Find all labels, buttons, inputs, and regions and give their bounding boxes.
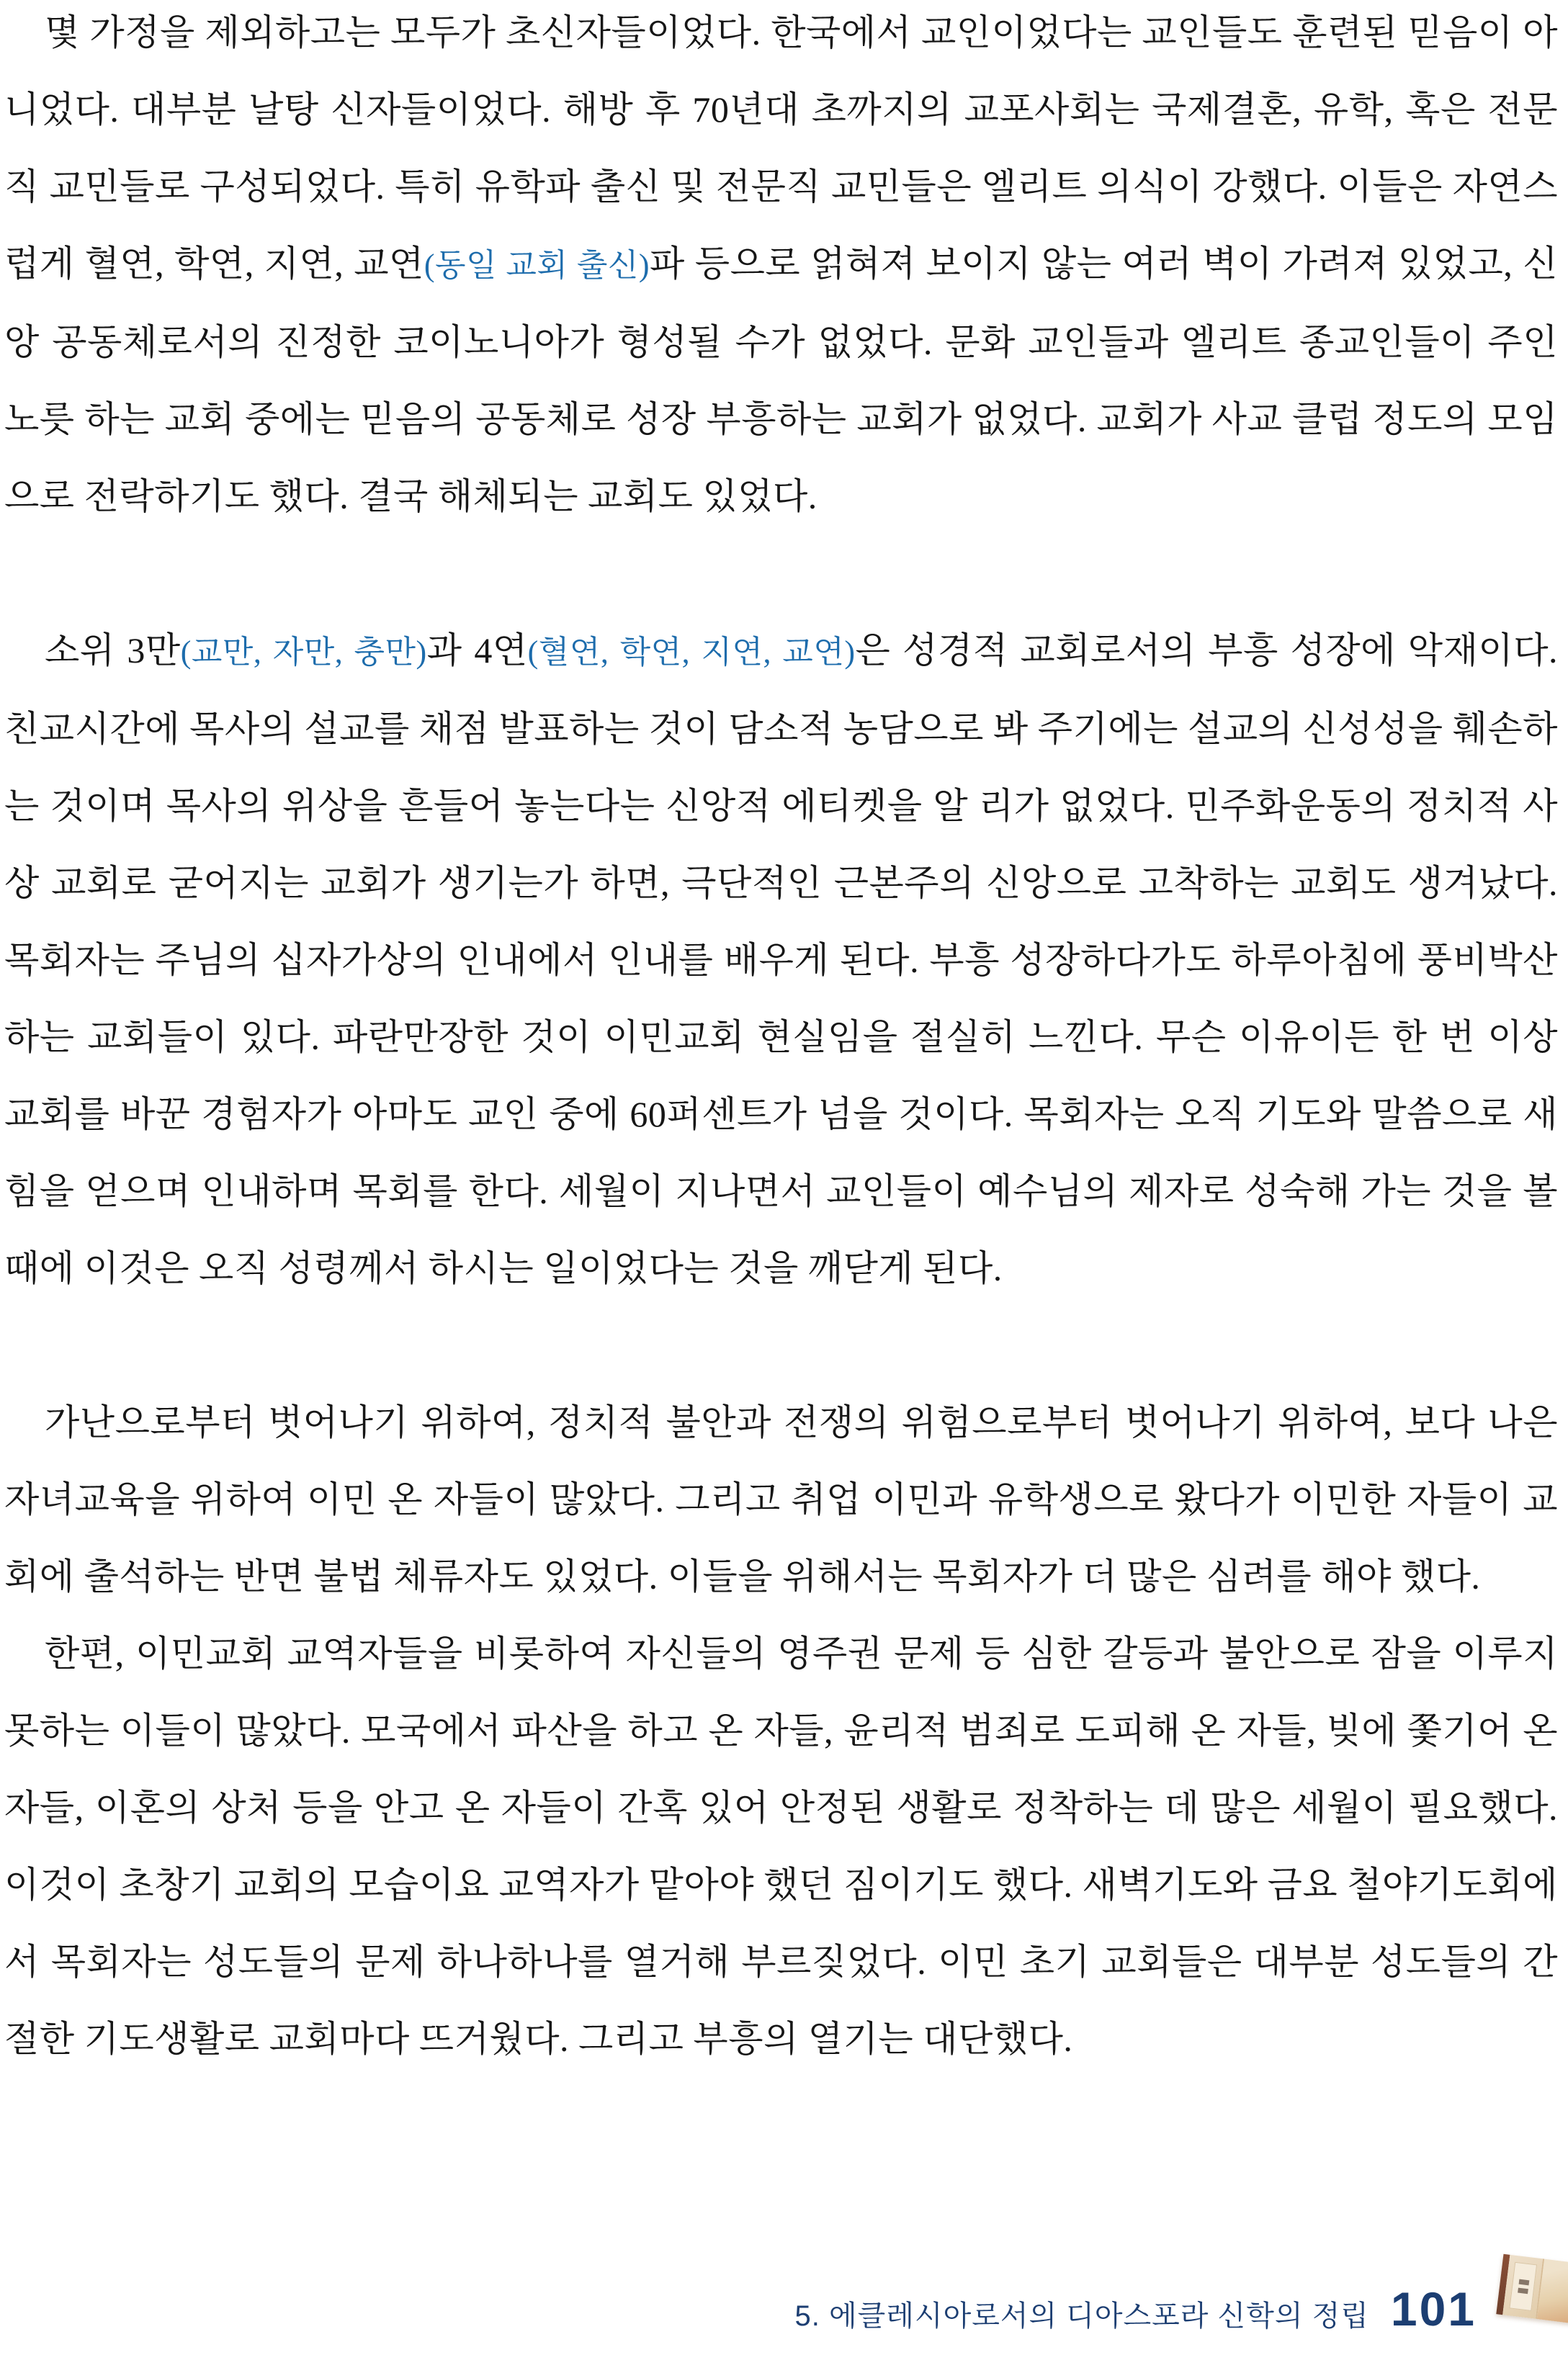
inline-annotation: (혈연, 학연, 지연, 교연) (527, 634, 856, 670)
text-segment: 소위 3만 (45, 630, 181, 670)
footer-section-title: 5. 에클레시아로서의 디아스포라 신학의 정립 (794, 2300, 1369, 2332)
text-segment: 몇 가정을 제외하고는 모두가 초신자들이었다. 한국에서 교인이었다는 교인들도 훈련된 믿음이 아니었다. 대부분 날탕 신자들이었다. 해방 후 70년대 초까지의 교포사회는 국제결혼, 유학, 혹은 전문직 교민들로 구성되었다. 특히 유학파 출신 및 전문직 교민들은 엘리트 의식이 강했다. 이들은 자연스럽게 혈연, 학연, 지연, 교연 (4, 12, 1558, 284)
paragraph (4, 1615, 1558, 2078)
open-book-icon (1496, 2254, 1568, 2324)
book-page-inset (1509, 2262, 1537, 2311)
text-segment: 파 등으로 얽혀져 보이지 않는 여러 벽이 가려져 있었고, 신앙 공동체로서의 진정한 코이노니아가 형성될 수가 없었다. 문화 교인들과 엘리트 종교인들이 주인 노릇 하는 교회 중에는 믿음의 공동체로 성장 부흥하는 교회가 없었다. 교회가 사교 클럽 정도의 모임으로 전락하기도 했다. 결국 해체되는 교회도 있었다. (4, 243, 1559, 516)
text-segment: 가난으로부터 벗어나기 위하여, 정치적 불안과 전쟁의 위험으로부터 벗어나기 위하여, 보다 나은 자녀교육을 위하여 이민 온 자들이 많았다. 그리고 취업 이민과 유학생으로 왔다가 이민한 자들이 교회에 출석하는 반면 불법 체류자도 있었다. 이들을 위해서는 목회자가 더 많은 심려를 해야 했다. (4, 1402, 1558, 1597)
text-segment: 은 성경적 교회로서의 부흥 성장에 악재이다. 친교시간에 목사의 설교를 채점 발표하는 것이 담소적 농담으로 봐 주기에는 설교의 신성성을 훼손하는 것이며 목사의 위상을 흔들어 놓는다는 신앙적 에티켓을 알 리가 없었다. 민주화운동의 정치적 사상 교회로 굳어지는 교회가 생기는가 하면, 극단적인 근본주의 신앙으로 고착하는 교회도 생겨났다. 목회자는 주님의 십자가상의 인내에서 인내를 배우게 된다. 부흥 성장하다가도 하루아침에 풍비박산하는 교회들이 있다. 파란만장한 것이 이민교회 현실임을 절실히 느낀다. 무슨 이유이든 한 번 이상 교회를 바꾼 경험자가 아마도 교인 중에 60퍼센트가 넘을 것이다. 목회자는 오직 기도와 말씀으로 새 힘을 얻으며 인내하며 목회를 한다. 세월이 지나면서 교인들이 예수님의 제자로 성숙해 가는 것을 볼 때에 이것은 오직 성령께서 하시는 일이었다는 것을 깨닫게 된다. (4, 630, 1558, 1288)
book-text-mark (1518, 2288, 1528, 2295)
paragraph (4, 1384, 1558, 1615)
inline-annotation: (교만, 자만, 충만) (180, 634, 427, 670)
book-text-mark (1518, 2279, 1529, 2286)
text-segment: 과 4연 (426, 630, 528, 670)
text-body (4, 0, 1558, 2078)
inline-annotation: (동일 교회 출신) (424, 248, 650, 283)
book-left-page (1502, 2255, 1544, 2319)
paragraph (4, 0, 1558, 535)
page-footer (795, 2282, 1477, 2336)
paragraph (4, 612, 1558, 1307)
footer-page-number: 101 (1390, 2282, 1477, 2336)
text-segment: 한편, 이민교회 교역자들을 비롯하여 자신들의 영주권 문제 등 심한 갈등과 불안으로 잠을 이루지 못하는 이들이 많았다. 모국에서 파산을 하고 온 자들, 윤리적 범죄로 도피해 온 자들, 빚에 쫓기어 온 자들, 이혼의 상처 등을 안고 온 자들이 간혹 있어 안정된 생활로 정착하는 데 많은 세월이 필요했다. 이것이 초창기 교회의 모습이요 교역자가 맡아야 했던 짐이기도 했다. 새벽기도와 금요 철야기도회에서 목회자는 성도들의 문제 하나하나를 열거해 부르짖었다. 이민 초기 교회들은 대부분 성도들의 간절한 기도생활로 교회마다 뜨거웠다. 그리고 부흥의 열기는 대단했다. (4, 1633, 1558, 2059)
